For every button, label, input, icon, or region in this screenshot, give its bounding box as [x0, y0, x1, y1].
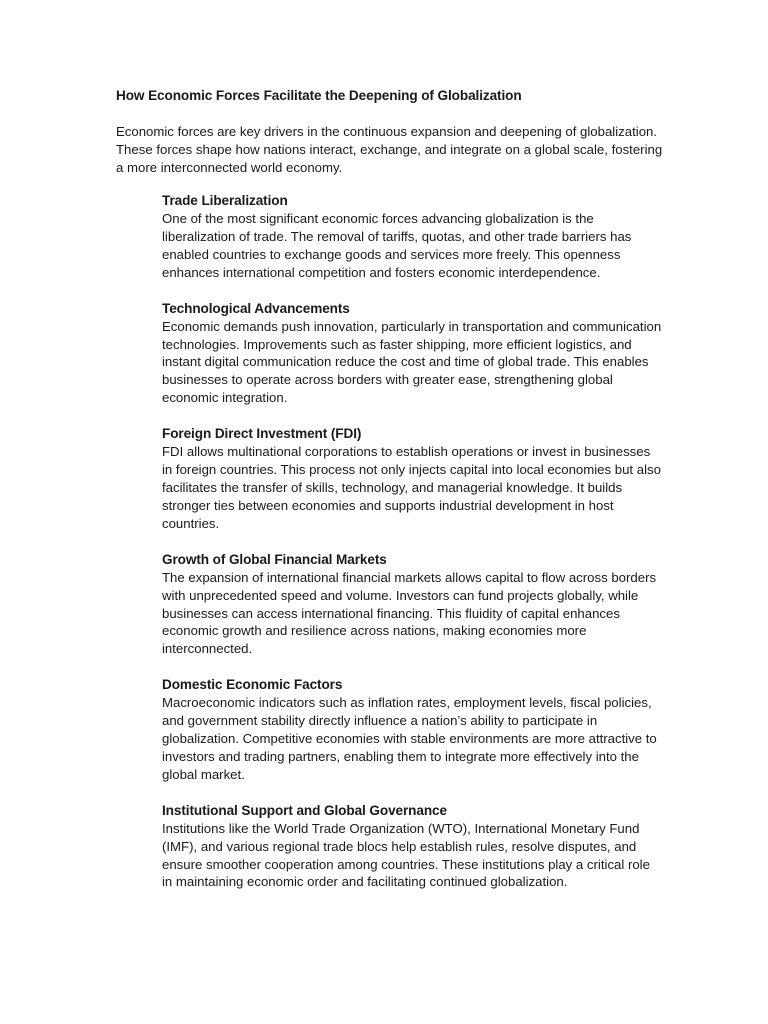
section-heading: Domestic Economic Factors: [162, 677, 343, 693]
section-body: One of the most significant economic forces advancing globalization is the liberalization of trade. The removal of tariffs, quotas, and other trade barriers has enabled countries to exchange goods and services more freely. This openness enhances international competition and fosters economic interdependence.: [162, 211, 632, 280]
section-body: Economic demands push innovation, particularly in transportation and communication technologies. Improvements such as faster shipping, more efficient logistics, and instant digital communication reduce the cost and time of global trade. This enables businesses to operate across borders with greater ease, strengthening global economic integration.: [162, 318, 662, 406]
section-domestic-economic-factors: [162, 676, 662, 784]
sections-list: [162, 192, 662, 909]
intro-paragraph: Economic forces are key drivers in the continuous expansion and deepening of globalization. These forces shape how nations interact, exchange, and integrate on a global scale, fostering a more interconnected world economy.: [116, 124, 663, 175]
section-trade-liberalization: [162, 192, 662, 282]
section-heading: Technological Advancements: [162, 300, 350, 316]
section-heading: Growth of Global Financial Markets: [162, 551, 387, 567]
document-title: How Economic Forces Facilitate the Deepening of Globalization: [116, 88, 522, 103]
section-body: Institutions like the World Trade Organization (WTO), International Monetary Fund (IMF), and various regional trade blocs help establish rules, resolve disputes, and ensure smoother cooperation among countries. These institutions play a critical role in maintaining economic order and facilitating continued globalization.: [162, 820, 650, 890]
section-fdi: [162, 425, 662, 533]
section-institutional-support: [162, 802, 662, 892]
section-heading: Foreign Direct Investment (FDI): [162, 426, 362, 442]
section-technological-advancements: [162, 300, 662, 408]
section-body: FDI allows multinational corporations to establish operations or invest in businesses in foreign countries. This process not only injects capital into local economies but also facilitates the transfer of skills, technology, and managerial knowledge. It builds stronger ties between economies and supports industrial development in host countries.: [162, 444, 661, 531]
section-heading: Trade Liberalization: [162, 193, 288, 208]
section-heading: Institutional Support and Global Governance: [162, 802, 447, 818]
section-body: Macroeconomic indicators such as inflation rates, employment levels, fiscal policies, and government stability directly influence a nation’s ability to participate in globalization. Competitive economies with stable environments are more attractive to investors and trading partners, enabling them to integrate more effectively into the global market.: [162, 695, 657, 782]
section-body: The expansion of international financial markets allows capital to flow across borders with unprecedented speed and volume. Investors can fund projects globally, while businesses can access international financing. This fluidity of capital enhances economic growth and resilience across nations, making economies more interconnected.: [162, 569, 657, 657]
section-global-financial-markets: [162, 551, 662, 659]
